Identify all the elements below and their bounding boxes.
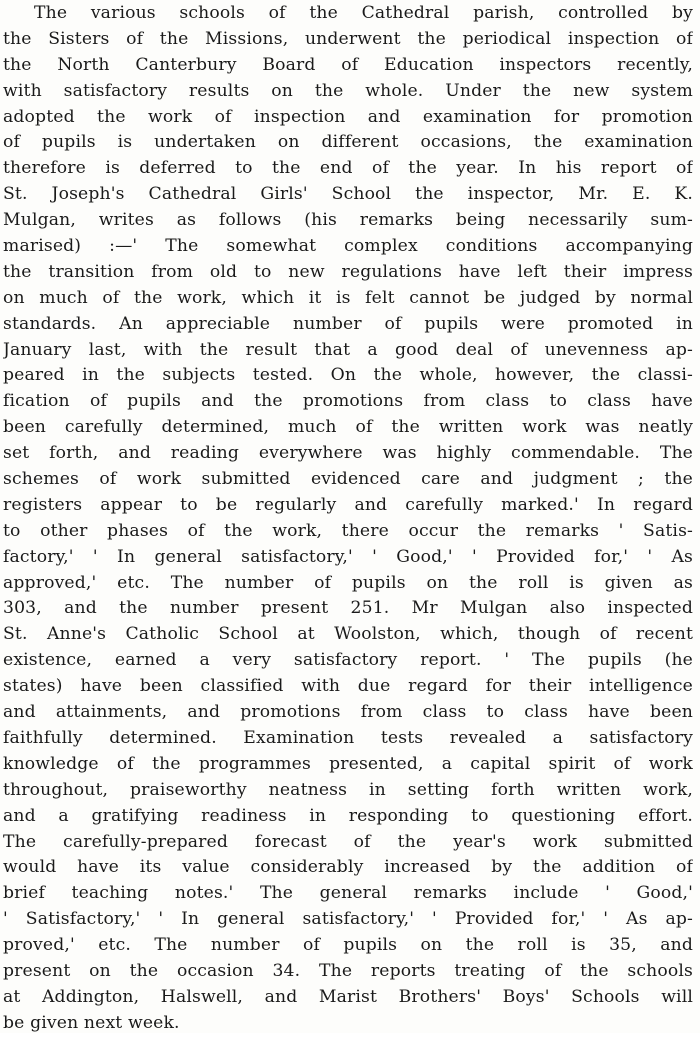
article-line: and attainments, and promotions from class to class have been <box>3 702 693 723</box>
article-line: existence, earned a very satisfactory report. ' The pupils (he <box>3 650 693 671</box>
article-line: to other phases of the work, there occur the remarks ' Satis- <box>3 520 693 541</box>
article-line: the North Canterbury Board of Education inspectors recently, <box>3 54 693 75</box>
article-line: The carefully-prepared forecast of the year's work submitted <box>3 831 693 852</box>
article-line: St. Joseph's Cathedral Girls' School the inspector, Mr. E. K. <box>3 184 693 205</box>
article-line: The various schools of the Cathedral parish, controlled by <box>34 3 693 23</box>
article-line: January last, with the result that a good deal of unevenness ap- <box>3 339 693 360</box>
article-line: at Addington, Halswell, and Marist Brothers' Boys' Schools will <box>3 986 693 1007</box>
article-line: states) have been classified with due regard for their intelligence <box>3 676 693 697</box>
article-line: proved,' etc. The number of pupils on the roll is 35, and <box>3 935 693 956</box>
article-line: the transition from old to new regulations have left their impress <box>3 261 693 282</box>
article-line: with satisfactory results on the whole. Under the new system <box>3 80 693 101</box>
article-line: on much of the work, which it is felt cannot be judged by normal <box>3 287 693 308</box>
article-line: peared in the subjects tested. On the whole, however, the classi- <box>3 365 693 386</box>
article-line: schemes of work submitted evidenced care and judgment ; the <box>3 469 693 490</box>
article-line: factory,' ' In general satisfactory,' ' Good,' ' Provided for,' ' As <box>3 546 693 567</box>
article-line: registers appear to be regularly and carefully marked.' In regard <box>3 494 693 515</box>
article-line: been carefully determined, much of the written work was neatly <box>3 417 693 438</box>
article-line: and a gratifying readiness in responding to questioning effort. <box>3 805 693 826</box>
article-line: brief teaching notes.' The general remarks include ' Good,' <box>3 883 693 904</box>
article-line: therefore is deferred to the end of the year. In his report of <box>3 158 693 179</box>
article-line: set forth, and reading everywhere was highly commendable. The <box>3 443 693 464</box>
article-text-column <box>3 1 693 1037</box>
article-line: faithfully determined. Examination tests revealed a satisfactory <box>3 727 693 748</box>
article-line: would have its value considerably increased by the addition of <box>3 857 693 878</box>
article-line: 303, and the number present 251. Mr Mulgan also inspected <box>3 598 693 619</box>
article-line: St. Anne's Catholic School at Woolston, which, though of recent <box>3 624 693 645</box>
article-line: the Sisters of the Missions, underwent the periodical inspection of <box>3 28 693 49</box>
article-line: adopted the work of inspection and examination for promotion <box>3 106 693 127</box>
article-line: throughout, praiseworthy neatness in setting forth written work, <box>3 779 693 800</box>
article-line: approved,' etc. The number of pupils on the roll is given as <box>3 572 693 593</box>
article-line: fication of pupils and the promotions from class to class have <box>3 391 693 412</box>
article-line: ' Satisfactory,' ' In general satisfactory,' ' Provided for,' ' As ap- <box>3 909 693 930</box>
article-line: marised) :—' The somewhat complex conditions accompanying <box>3 236 693 257</box>
article-line: standards. An appreciable number of pupils were promoted in <box>3 313 693 334</box>
article-line: be given next week. <box>3 1012 180 1033</box>
article-line: of pupils is undertaken on different occasions, the examination <box>3 132 693 153</box>
article-line: present on the occasion 34. The reports treating of the schools <box>3 960 693 981</box>
article-line: Mulgan, writes as follows (his remarks being necessarily sum- <box>3 210 693 231</box>
article-line: knowledge of the programmes presented, a capital spirit of work <box>3 753 693 774</box>
